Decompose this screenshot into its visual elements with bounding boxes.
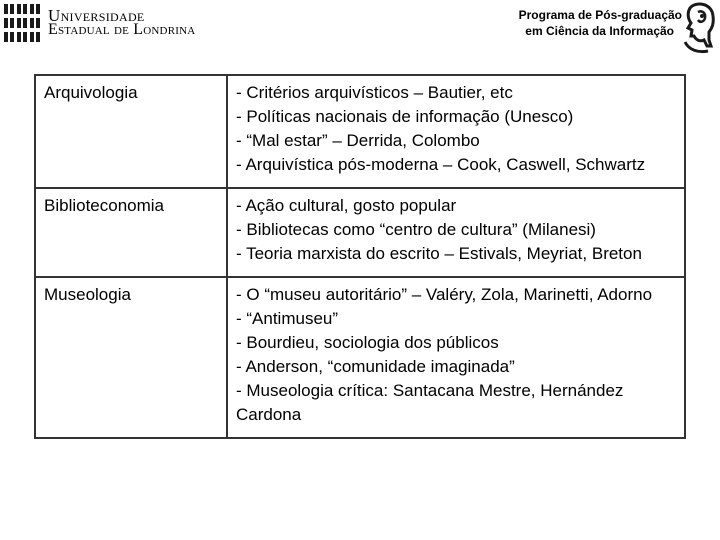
comparison-table: [34, 74, 686, 439]
topic-item: - “Mal estar” – Derrida, Colombo: [236, 131, 480, 150]
program-title-line2: em Ciência da Informação: [525, 24, 674, 38]
program-logo: [682, 2, 718, 59]
table-row: [35, 188, 685, 277]
topic-item: - Ação cultural, gosto popular: [236, 196, 457, 215]
table-row: [35, 277, 685, 438]
topic-item: - Bibliotecas como “centro de cultura” (Milanesi): [236, 220, 596, 239]
university-logo: [4, 4, 195, 42]
topics-cell: [227, 188, 685, 277]
table-row: [35, 75, 685, 188]
topic-item: - O “museu autoritário” – Valéry, Zola, Marinetti, Adorno: [236, 285, 653, 304]
program-title: [442, 7, 682, 39]
topic-item: - Bourdieu, sociologia dos públicos: [236, 333, 499, 352]
university-name: [48, 6, 196, 38]
topic-item: - Museologia crítica: Santacana Mestre, Hernández Cardona: [236, 381, 624, 424]
area-cell: Museologia: [35, 277, 227, 438]
area-cell: Arquivologia: [35, 75, 227, 188]
head-profile-icon: [682, 2, 718, 54]
topic-item: - Arquivística pós-moderna – Cook, Caswell, Schwartz: [236, 155, 646, 174]
program-title-line1: Programa de Pós-graduação: [518, 8, 682, 22]
topic-item: - Políticas nacionais de informação (Unesco): [236, 107, 574, 126]
university-emblem-icon: [4, 4, 40, 42]
topics-cell: [227, 75, 685, 188]
topic-item: - “Antimuseu”: [236, 309, 339, 328]
area-cell: Biblioteconomia: [35, 188, 227, 277]
topic-item: - Anderson, “comunidade imaginada”: [236, 357, 515, 376]
university-name-line1: Universidade: [48, 6, 145, 25]
university-name-line2: Estadual de Londrina: [48, 21, 196, 38]
topics-cell: [227, 277, 685, 438]
topic-item: - Teoria marxista do escrito – Estivals, Meyriat, Breton: [236, 244, 642, 263]
topic-item: - Critérios arquivísticos – Bautier, etc: [236, 83, 513, 102]
